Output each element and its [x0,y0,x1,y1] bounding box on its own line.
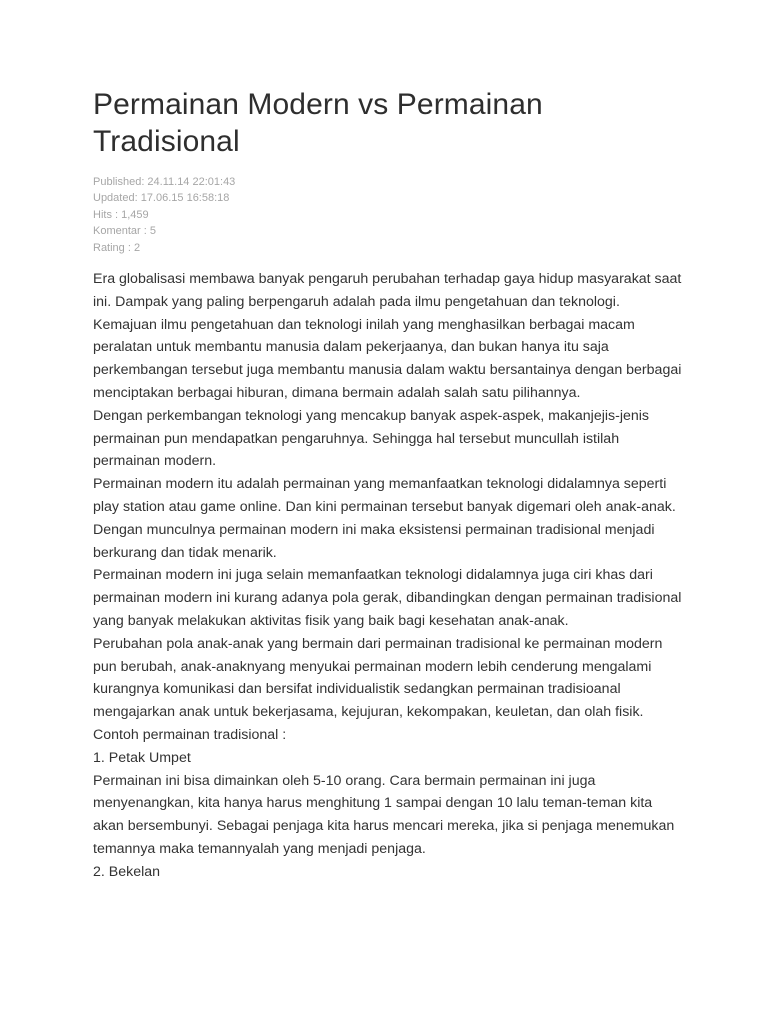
paragraph-examples-heading: Contoh permainan tradisional : [93,726,287,743]
meta-published: Published: 24.11.14 22:01:43 [93,176,236,188]
paragraph-modern-games: Permainan modern itu adalah permainan yang memanfaatkan teknologi didalamnya seperti play station atau game online. Dan kini permainan tersebut banyak digemari oleh anak-anak. Dengan munculnya permainan modern ini maka eksistensi permainan tradisional menjadi berkurang dan tidak menarik. [93,476,676,561]
paragraph-technology: Dengan perkembangan teknologi yang mencakup banyak aspek-aspek, makanjejis-jenis permainan pun mendapatkan pengaruhnya. Sehingga hal tersebut muncullah istilah permainan modern. [93,407,650,470]
meta-komentar: Komentar : 5 [93,225,156,238]
list-item-petak-umpet: 1. Petak Umpet [93,749,191,766]
article-meta [93,174,683,256]
meta-updated: Updated: 17.06.15 16:58:18 [93,192,230,205]
list-item-bekelan: 2. Bekelan [93,863,161,880]
article [93,86,683,884]
meta-hits: Hits : 1,459 [93,208,149,221]
meta-rating: Rating : 2 [93,241,141,254]
paragraph-movement: Permainan modern ini juga selain memanfaatkan teknologi didalamnya juga ciri khas dari permainan modern ini kurang adanya pola gerak, dibandingkan dengan permainan tradisional yang banyak melakukan aktivitas fisik yang baik bagi kesehatan anak-anak. [93,567,682,629]
paragraph-petak-umpet: Permainan ini bisa dimainkan oleh 5-10 orang. Cara bermain permainan ini juga menyenangkan, kita hanya harus menghitung 1 sampai dengan 10 lalu teman-teman kita akan bersembunyi. Sebagai penjaga kita harus mencari mereka, jika si penjaga menemukan temannya maka temannyalah yang menjadi penjaga. [93,772,675,857]
paragraph-change: Perubahan pola anak-anak yang bermain dari permainan tradisional ke permainan modern pun berubah, anak-anaknyang menyukai permainan modern lebih cenderung mengalami kurangnya komunikasi dan bersifat individualistik sedangkan permainan tradisioanal mengajarkan anak untuk bekerjasama, kejujuran, kekompakan, keuletan, dan olah fisik. [93,635,663,721]
article-body [93,268,683,884]
paragraph-intro: Era globalisasi membawa banyak pengaruh perubahan terhadap gaya hidup masyarakat saat ini. Dampak yang paling berpengaruh adalah pada ilmu pengetahuan dan teknologi. Kemajuan ilmu pengetahuan dan teknologi inilah yang menghasilkan berbagai macam peralatan untuk membantu manusia dalam pekerjaanya, dan bukan hanya itu saja perkembangan tersebut juga membantu manusia dalam waktu bersantainya dengan berbagai menciptakan berbagai hiburan, dimana bermain adalah salah satu pilihannya. [93,271,682,402]
article-title: Permainan Modern vs Permainan Tradisional [93,88,543,158]
